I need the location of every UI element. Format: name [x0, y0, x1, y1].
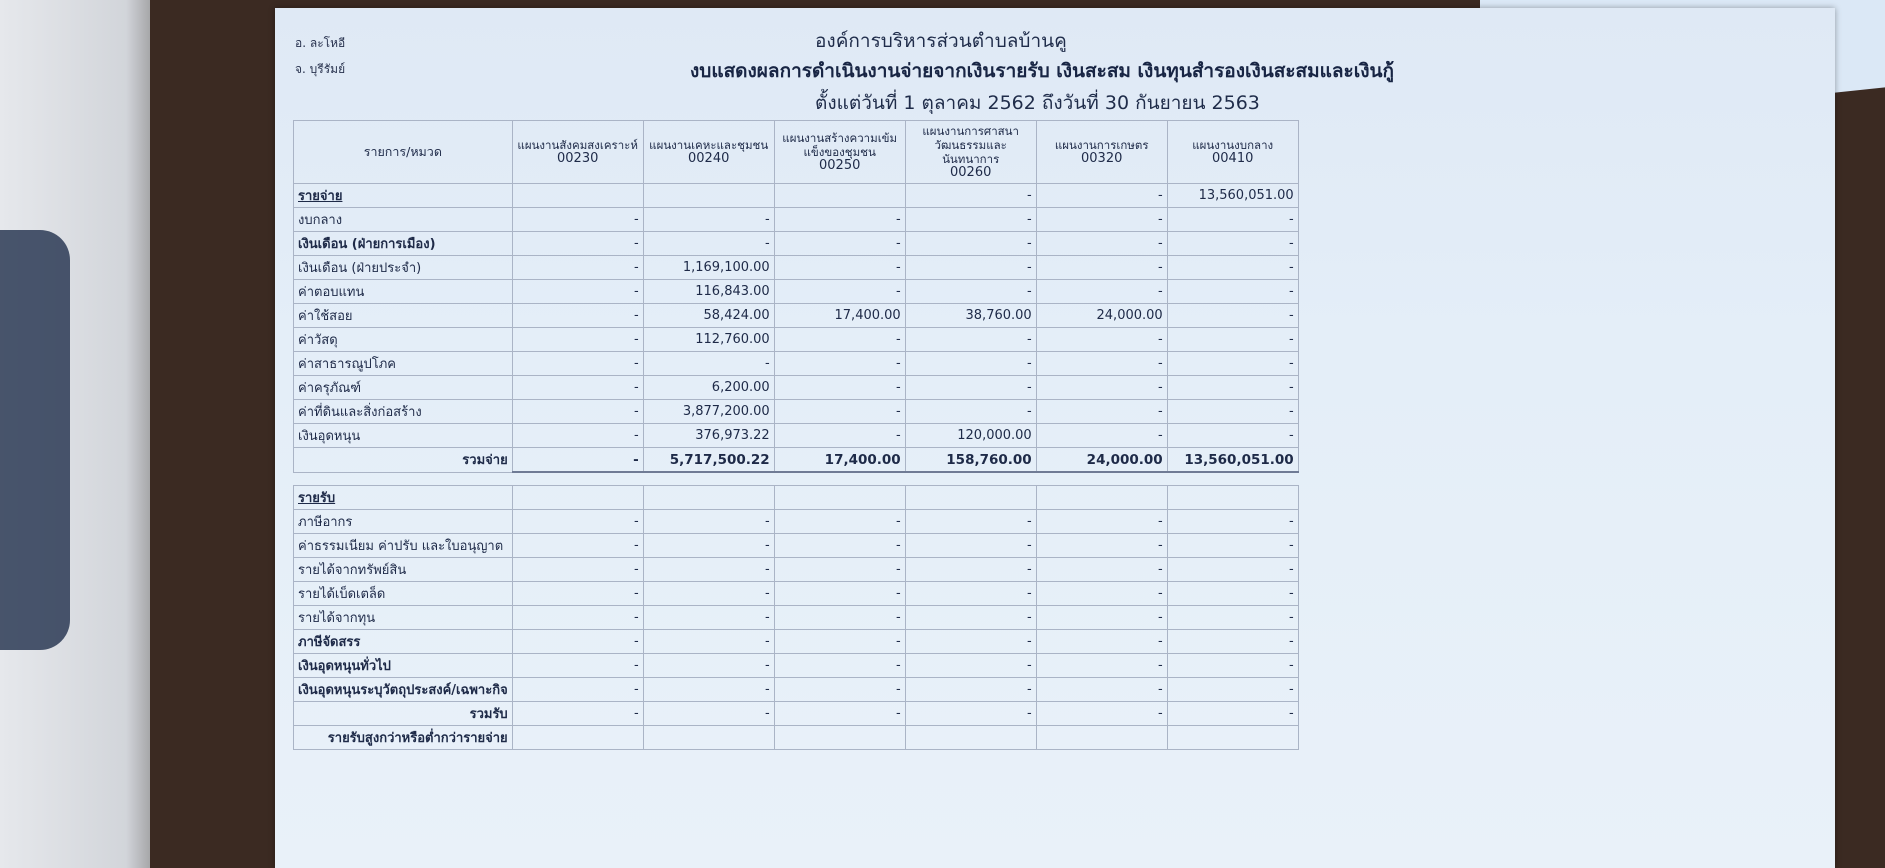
cell: -	[905, 582, 1036, 606]
column-code: 00250	[819, 158, 861, 173]
expense-total-label: รวมจ่าย	[294, 448, 513, 473]
total-cell: 24,000.00	[1036, 448, 1167, 473]
cell: 17,400.00	[774, 304, 905, 328]
table-row	[294, 376, 1299, 400]
cell: -	[905, 352, 1036, 376]
cell: -	[512, 534, 643, 558]
column-header	[1036, 121, 1167, 184]
table-row	[294, 352, 1299, 376]
cell: -	[774, 232, 905, 256]
cell	[1167, 726, 1298, 750]
cell: -	[905, 606, 1036, 630]
cell: -	[512, 630, 643, 654]
row-label: ค่าครุภัณฑ์	[294, 376, 513, 400]
cell: -	[774, 510, 905, 534]
cell: -	[1167, 280, 1298, 304]
cell: -	[512, 376, 643, 400]
table-row	[294, 606, 1299, 630]
column-name: แผนงานสร้างความเข้มแข็งของชุมชน	[782, 131, 898, 159]
cell: -	[512, 280, 643, 304]
cell: -	[774, 376, 905, 400]
cell: -	[905, 376, 1036, 400]
cell: -	[905, 208, 1036, 232]
table-row	[294, 630, 1299, 654]
table-row	[294, 256, 1299, 280]
cell: -	[1036, 510, 1167, 534]
cell: -	[512, 304, 643, 328]
total-cell: -	[1036, 702, 1167, 726]
cell: -	[1036, 232, 1167, 256]
cell: 3,877,200.00	[643, 400, 774, 424]
table-row	[294, 510, 1299, 534]
table-row	[294, 534, 1299, 558]
column-name: แผนงานสังคมสงเคราะห์	[517, 138, 638, 152]
cell: -	[1167, 352, 1298, 376]
cell: -	[1167, 424, 1298, 448]
cell: -	[1167, 558, 1298, 582]
table-row	[294, 654, 1299, 678]
cell: -	[1036, 630, 1167, 654]
cell: 24,000.00	[1036, 304, 1167, 328]
income-total-row	[294, 702, 1299, 726]
cell: -	[774, 280, 905, 304]
cell: -	[1036, 256, 1167, 280]
row-label: ค่าธรรมเนียม ค่าปรับ และใบอนุญาต	[294, 534, 513, 558]
cell: -	[774, 256, 905, 280]
row-label: ภาษีจัดสรร	[294, 630, 513, 654]
cell: -	[774, 654, 905, 678]
cell: -	[1167, 208, 1298, 232]
total-cell: 5,717,500.22	[643, 448, 774, 473]
cell: -	[1036, 400, 1167, 424]
cell: -	[905, 654, 1036, 678]
cell: -	[1036, 184, 1167, 208]
cell: -	[512, 558, 643, 582]
location-block	[295, 30, 345, 82]
cell: -	[1036, 558, 1167, 582]
column-code: 00320	[1081, 151, 1123, 166]
district-label: อ. ละโหอี	[295, 36, 346, 50]
column-header	[1167, 121, 1298, 184]
table-row	[294, 208, 1299, 232]
cell	[512, 726, 643, 750]
income-section-label: รายรับ	[294, 486, 513, 510]
cell	[774, 486, 905, 510]
cell: -	[1167, 376, 1298, 400]
total-cell: 17,400.00	[774, 448, 905, 473]
cell: -	[1036, 328, 1167, 352]
cell: -	[643, 534, 774, 558]
cell: -	[905, 328, 1036, 352]
row-label: เงินอุดหนุนระบุวัตถุประสงค์/เฉพาะกิจ	[294, 678, 513, 702]
cell	[905, 486, 1036, 510]
cell: -	[512, 654, 643, 678]
cell: -	[1167, 400, 1298, 424]
column-code: 00410	[1212, 151, 1254, 166]
cell: -	[512, 256, 643, 280]
cell: -	[774, 328, 905, 352]
cell: 1,169,100.00	[643, 256, 774, 280]
cell: -	[643, 208, 774, 232]
cell: -	[512, 424, 643, 448]
cell	[1167, 486, 1298, 510]
cell: -	[512, 352, 643, 376]
total-cell: 158,760.00	[905, 448, 1036, 473]
cell: -	[905, 184, 1036, 208]
total-cell: -	[1167, 702, 1298, 726]
cell: -	[905, 400, 1036, 424]
column-header	[643, 121, 774, 184]
column-header	[905, 121, 1036, 184]
column-code: 00260	[950, 165, 992, 180]
cell: -	[643, 352, 774, 376]
cell: -	[643, 654, 774, 678]
cell: -	[512, 328, 643, 352]
cell: -	[643, 232, 774, 256]
cell: -	[774, 582, 905, 606]
table-row	[294, 424, 1299, 448]
cell: -	[1167, 534, 1298, 558]
cell: -	[643, 558, 774, 582]
cell: 6,200.00	[643, 376, 774, 400]
row-label: ภาษีอากร	[294, 510, 513, 534]
cell: -	[774, 558, 905, 582]
cell: -	[1036, 678, 1167, 702]
document-page	[275, 8, 1835, 868]
total-cell: 13,560,051.00	[1167, 448, 1298, 473]
cell: -	[774, 208, 905, 232]
cell	[774, 184, 905, 208]
row-label: เงินอุดหนุน	[294, 424, 513, 448]
cell: -	[905, 630, 1036, 654]
row-label: รายได้เบ็ดเตล็ด	[294, 582, 513, 606]
cell: -	[1167, 678, 1298, 702]
cell: 58,424.00	[643, 304, 774, 328]
spacer	[294, 472, 1299, 486]
cell: 38,760.00	[905, 304, 1036, 328]
cell	[1036, 726, 1167, 750]
spacer-row	[294, 472, 1299, 486]
row-label: ค่าใช้สอย	[294, 304, 513, 328]
column-header	[774, 121, 905, 184]
table-row	[294, 400, 1299, 424]
province-label: จ. บุรีรัมย์	[295, 62, 346, 76]
cell: -	[774, 352, 905, 376]
table-row	[294, 304, 1299, 328]
row-label: รายได้จากทุน	[294, 606, 513, 630]
column-name: แผนงานการเกษตร	[1054, 138, 1149, 152]
table-row	[294, 280, 1299, 304]
column-code: 00240	[688, 151, 730, 166]
section-row	[294, 486, 1299, 510]
cell: -	[1036, 208, 1167, 232]
cell: -	[1036, 376, 1167, 400]
cell	[905, 726, 1036, 750]
cell: -	[905, 256, 1036, 280]
column-code: 00230	[557, 151, 599, 166]
cell	[774, 726, 905, 750]
cell: -	[1167, 328, 1298, 352]
cell: -	[643, 678, 774, 702]
column-header	[512, 121, 643, 184]
cell: -	[774, 400, 905, 424]
section-row	[294, 184, 1299, 208]
total-cell: -	[774, 702, 905, 726]
cell	[512, 486, 643, 510]
cell: -	[1167, 256, 1298, 280]
cell: -	[512, 232, 643, 256]
row-label: เงินเดือน (ฝ่ายการเมือง)	[294, 232, 513, 256]
cell: -	[1167, 654, 1298, 678]
cell	[512, 184, 643, 208]
cell: 116,843.00	[643, 280, 774, 304]
expense-section-label: รายจ่าย	[294, 184, 513, 208]
cell: 376,973.22	[643, 424, 774, 448]
cell	[643, 184, 774, 208]
cell: 120,000.00	[905, 424, 1036, 448]
table-row	[294, 678, 1299, 702]
cell: 112,760.00	[643, 328, 774, 352]
table-row	[294, 232, 1299, 256]
total-cell: -	[643, 702, 774, 726]
cell: -	[1167, 232, 1298, 256]
expense-total-row	[294, 448, 1299, 473]
cell: -	[905, 558, 1036, 582]
label-column-header: รายการ/หมวด	[294, 121, 513, 184]
row-label: เงินอุดหนุนทั่วไป	[294, 654, 513, 678]
total-cell: -	[512, 702, 643, 726]
cell: -	[1036, 654, 1167, 678]
column-name: แผนงานการศาสนา วัฒนธรรมและนันทนาการ	[922, 124, 1019, 166]
cell: -	[1036, 280, 1167, 304]
column-name: แผนงานเคหะและชุมชน	[649, 138, 769, 152]
balance-row	[294, 726, 1299, 750]
cell: -	[1036, 424, 1167, 448]
cell	[1036, 486, 1167, 510]
row-label: ค่าที่ดินและสิ่งก่อสร้าง	[294, 400, 513, 424]
cell: -	[774, 424, 905, 448]
row-label: เงินเดือน (ฝ่ายประจำ)	[294, 256, 513, 280]
cell: -	[1036, 534, 1167, 558]
cell	[643, 726, 774, 750]
statement-table	[293, 120, 1299, 750]
period-label: ตั้งแต่วันที่ 1 ตุลาคม 2562 ถึงวันที่ 30 กันยายน 2563	[815, 92, 1260, 114]
total-cell: -	[905, 702, 1036, 726]
cell: -	[643, 510, 774, 534]
balance-label: รายรับสูงกว่าหรือต่ำกว่ารายจ่าย	[294, 726, 513, 750]
cell: -	[643, 630, 774, 654]
cell: 13,560,051.00	[1167, 184, 1298, 208]
cell: -	[512, 582, 643, 606]
sleeve	[0, 230, 70, 650]
cell: -	[905, 534, 1036, 558]
organization-name: องค์การบริหารส่วนตำบลบ้านคู	[815, 30, 1067, 52]
row-label: ค่าวัสดุ	[294, 328, 513, 352]
cell: -	[905, 232, 1036, 256]
cell: -	[512, 400, 643, 424]
cell: -	[643, 606, 774, 630]
row-label: รายได้จากทรัพย์สิน	[294, 558, 513, 582]
table-row	[294, 558, 1299, 582]
cell: -	[1167, 304, 1298, 328]
cell: -	[905, 280, 1036, 304]
cell: -	[774, 534, 905, 558]
cell: -	[1167, 630, 1298, 654]
cell: -	[905, 510, 1036, 534]
cell: -	[512, 208, 643, 232]
cell: -	[905, 678, 1036, 702]
cell: -	[512, 606, 643, 630]
row-label: ค่าสาธารณูปโภค	[294, 352, 513, 376]
cell: -	[1167, 582, 1298, 606]
table-row	[294, 328, 1299, 352]
document-title: งบแสดงผลการดำเนินงานจ่ายจากเงินรายรับ เงินสะสม เงินทุนสำรองเงินสะสมและเงินกู้	[690, 60, 1395, 82]
cell: -	[512, 678, 643, 702]
cell: -	[643, 582, 774, 606]
cell	[643, 486, 774, 510]
cell: -	[512, 510, 643, 534]
cell: -	[1167, 510, 1298, 534]
total-cell: -	[512, 448, 643, 473]
header-row	[294, 121, 1299, 184]
income-total-label: รวมรับ	[294, 702, 513, 726]
row-label: งบกลาง	[294, 208, 513, 232]
column-name: แผนงานงบกลาง	[1192, 138, 1274, 152]
cell: -	[774, 606, 905, 630]
cell: -	[1036, 352, 1167, 376]
table-row	[294, 582, 1299, 606]
cell: -	[774, 630, 905, 654]
row-label: ค่าตอบแทน	[294, 280, 513, 304]
cell: -	[1036, 606, 1167, 630]
cell: -	[1036, 582, 1167, 606]
cell: -	[774, 678, 905, 702]
cell: -	[1167, 606, 1298, 630]
